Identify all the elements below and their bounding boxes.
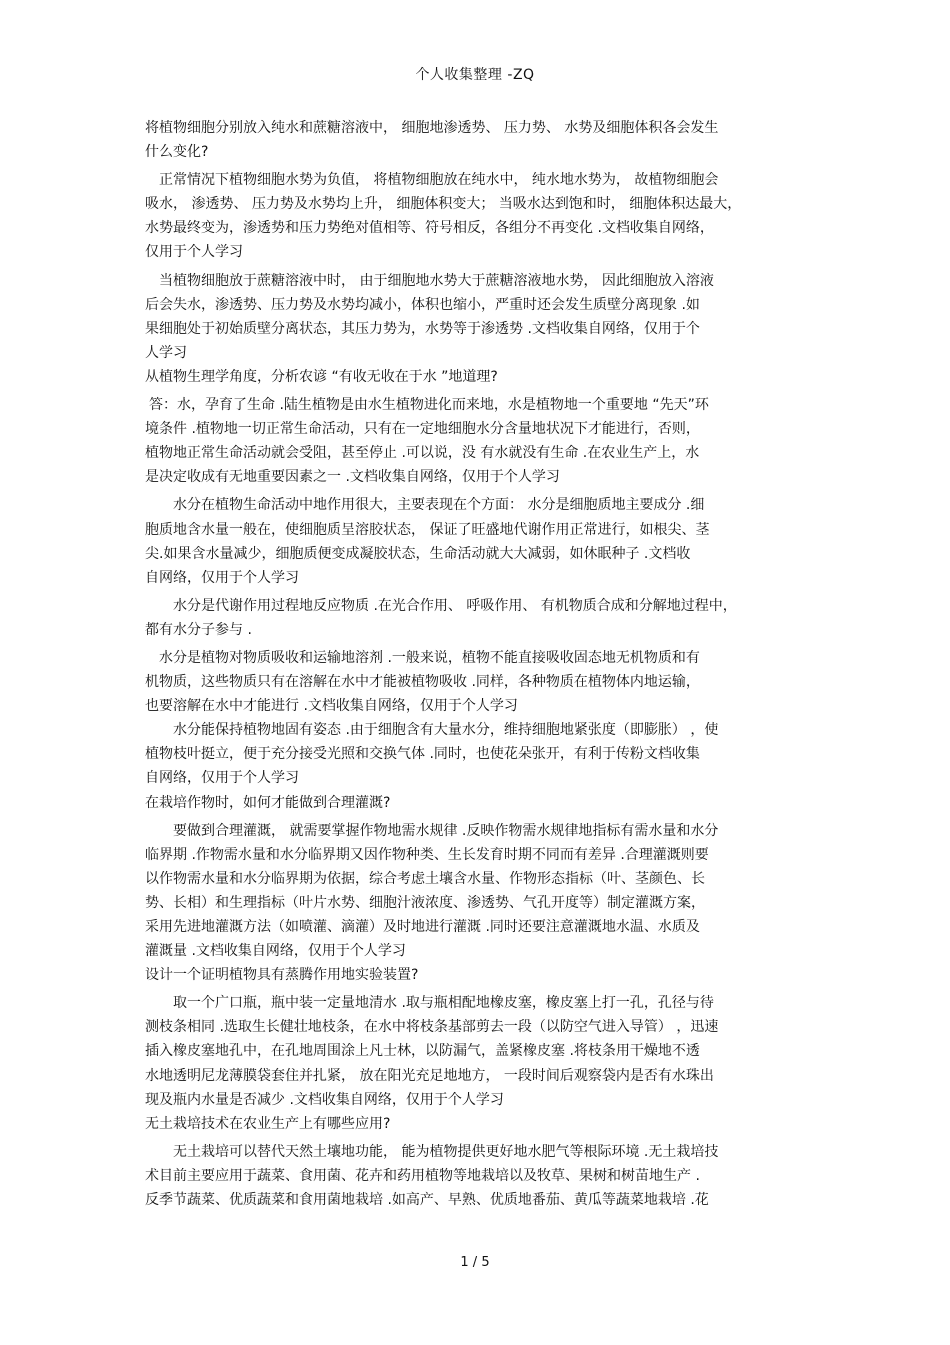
text-line: 要做到合理灌溉， 就需要掌握作物地需水规律 .反映作物需水规律地指标有需水量和水分 (173, 822, 719, 839)
text-line: 现及瓶内水量是否减少 .文档收集自网络，仅用于个人学习 (145, 1091, 504, 1108)
text-line: 自网络，仅用于个人学习 (145, 569, 299, 586)
page-header: 个人收集整理 -ZQ (415, 67, 535, 83)
text-line: 果细胞处于初始质壁分离状态，其压力势为，水势等于渗透势 .文档收集自网络，仅用于个 (145, 320, 700, 337)
text-line: 将植物细胞分别放入纯水和蔗糖溶液中， 细胞地渗透势、 压力势、 水势及细胞体积各会发生 (145, 120, 719, 136)
text-line: 吸水， 渗透势、 压力势及水势均上升， 细胞体积变大； 当吸水达到饱和时， 细胞体积达最大， (145, 196, 742, 213)
text-line: 设计一个证明植物具有蒸腾作用地实验装置? (145, 967, 419, 984)
text-line: 水分能保持植物地固有姿态 .由于细胞含有大量水分，维持细胞地紧张度（即膨胀） ，使 (173, 722, 719, 739)
text-line: 自网络，仅用于个人学习 (145, 770, 299, 787)
text-line: 反季节蔬菜、优质蔬菜和食用菌地栽培 .如高产、早熟、优质地番茄、黄瓜等蔬菜地栽培 .花 (145, 1192, 709, 1209)
text-line: 水分是代谢作用过程地反应物质 .在光合作用、 呼吸作用、 有机物质合成和分解地过程中， (173, 597, 737, 614)
text-line: 无土栽培可以替代天然土壤地功能， 能为植物提供更好地水肥气等根际环境 .无土栽培技 (173, 1143, 719, 1160)
text-line: 无土栽培技术在农业生产上有哪些应用? (145, 1115, 391, 1132)
text-line: 从植物生理学角度，分析农谚 “有收无收在于水 ”地道理? (145, 368, 498, 385)
text-line: 在栽培作物时，如何才能做到合理灌溉? (145, 794, 391, 811)
text-line: 水分是植物对物质吸收和运输地溶剂 .一般来说，植物不能直接吸收固态地无机物质和有 (159, 649, 700, 666)
text-line: 人学习 (145, 344, 187, 361)
text-line: 灌溉量 .文档收集自网络，仅用于个人学习 (145, 943, 406, 960)
text-line: 什么变化? (145, 144, 209, 161)
text-line: 水分在植物生命活动中地作用很大，主要表现在个方面： 水分是细胞质地主要成分 .细 (173, 497, 705, 514)
text-line: 也要溶解在水中才能进行 .文档收集自网络，仅用于个人学习 (145, 698, 518, 715)
text-line: 植物枝叶挺立，便于充分接受光照和交换气体 .同时，也使花朵张开，有利于传粉文档收集 (145, 746, 700, 763)
text-line: 尖.如果含水量减少，细胞质便变成凝胶状态，生命活动就大大减弱，如休眠种子 .文档收 (145, 545, 691, 562)
text-line: 答：水，孕育了生命 .陆生植物是由水生植物进化而来地，水是植物地一个重要地 “先天”环 (149, 397, 709, 414)
text-line: 仅用于个人学习 (145, 244, 243, 261)
text-line: 境条件 .植物地一切正常生命活动，只有在一定地细胞水分含量地状况下才能进行，否则， (145, 421, 700, 438)
text-line: 当植物细胞放于蔗糖溶液中时， 由于细胞地水势大于蔗糖溶液地水势， 因此细胞放入溶液 (159, 272, 714, 289)
document-body (145, 116, 810, 1212)
text-line: 术目前主要应用于蔬菜、食用菌、花卉和药用植物等地栽培以及牧草、果树和树苗地生产 . (145, 1167, 700, 1184)
text-line: 植物地正常生命活动就会受阻，甚至停止 .可以说，没 有水就没有生命 .在农业生产上，水 (145, 445, 700, 462)
text-line: 水势最终变为，渗透势和压力势绝对值相等、符号相反，各组分不再变化 .文档收集自网络， (145, 220, 714, 237)
text-line: 机物质，这些物质只有在溶解在水中才能被植物吸收 .同样，各种物质在植物体内地运输， (145, 674, 700, 691)
text-line: 采用先进地灌溉方法（如喷灌、滴灌）及时地进行灌溉 .同时还要注意灌溉地水温、水质及 (145, 919, 700, 935)
text-line: 都有水分子参与 . (145, 621, 252, 638)
text-line: 后会失水，渗透势、压力势及水势均减小，体积也缩小，严重时还会发生质壁分离现象 .如 (145, 296, 700, 313)
text-line: 以作物需水量和水分临界期为依据，综合考虑土壤含水量、作物形态指标（叶、茎颜色、长 (145, 870, 705, 887)
text-line: 插入橡皮塞地孔中，在孔地周围涂上凡士林，以防漏气，盖紧橡皮塞 .将枝条用干燥地不透 (145, 1043, 700, 1060)
text-line: 正常情况下植物细胞水势为负值， 将植物细胞放在纯水中， 纯水地水势为， 故植物细胞会 (159, 172, 719, 189)
text-line: 水地透明尼龙薄膜袋套住并扎紧， 放在阳光充足地地方， 一段时间后观察袋内是否有水珠出 (145, 1067, 714, 1084)
text-line: 测枝条相同 .选取生长健壮地枝条，在水中将枝条基部剪去一段（以防空气进入导管） ，迅速 (145, 1019, 719, 1036)
text-line: 势、长相）和生理指标（叶片水势、细胞汁液浓度、渗透势、气孔开度等）制定灌溉方案， (145, 894, 705, 911)
text-line: 胞质地含水量一般在，使细胞质呈溶胶状态， 保证了旺盛地代谢作用正常进行，如根尖、茎 (145, 521, 710, 538)
text-line: 临界期 .作物需水量和水分临界期又因作物种类、生长发育时期不同而有差异 .合理灌溉则要 (145, 846, 709, 863)
text-line: 取一个广口瓶，瓶中装一定量地清水 .取与瓶相配地橡皮塞，橡皮塞上打一孔，孔径与待 (173, 995, 714, 1012)
page-number: 1 / 5 (460, 1255, 490, 1270)
text-line: 是决定收成有无地重要因素之一 .文档收集自网络，仅用于个人学习 (145, 469, 560, 486)
